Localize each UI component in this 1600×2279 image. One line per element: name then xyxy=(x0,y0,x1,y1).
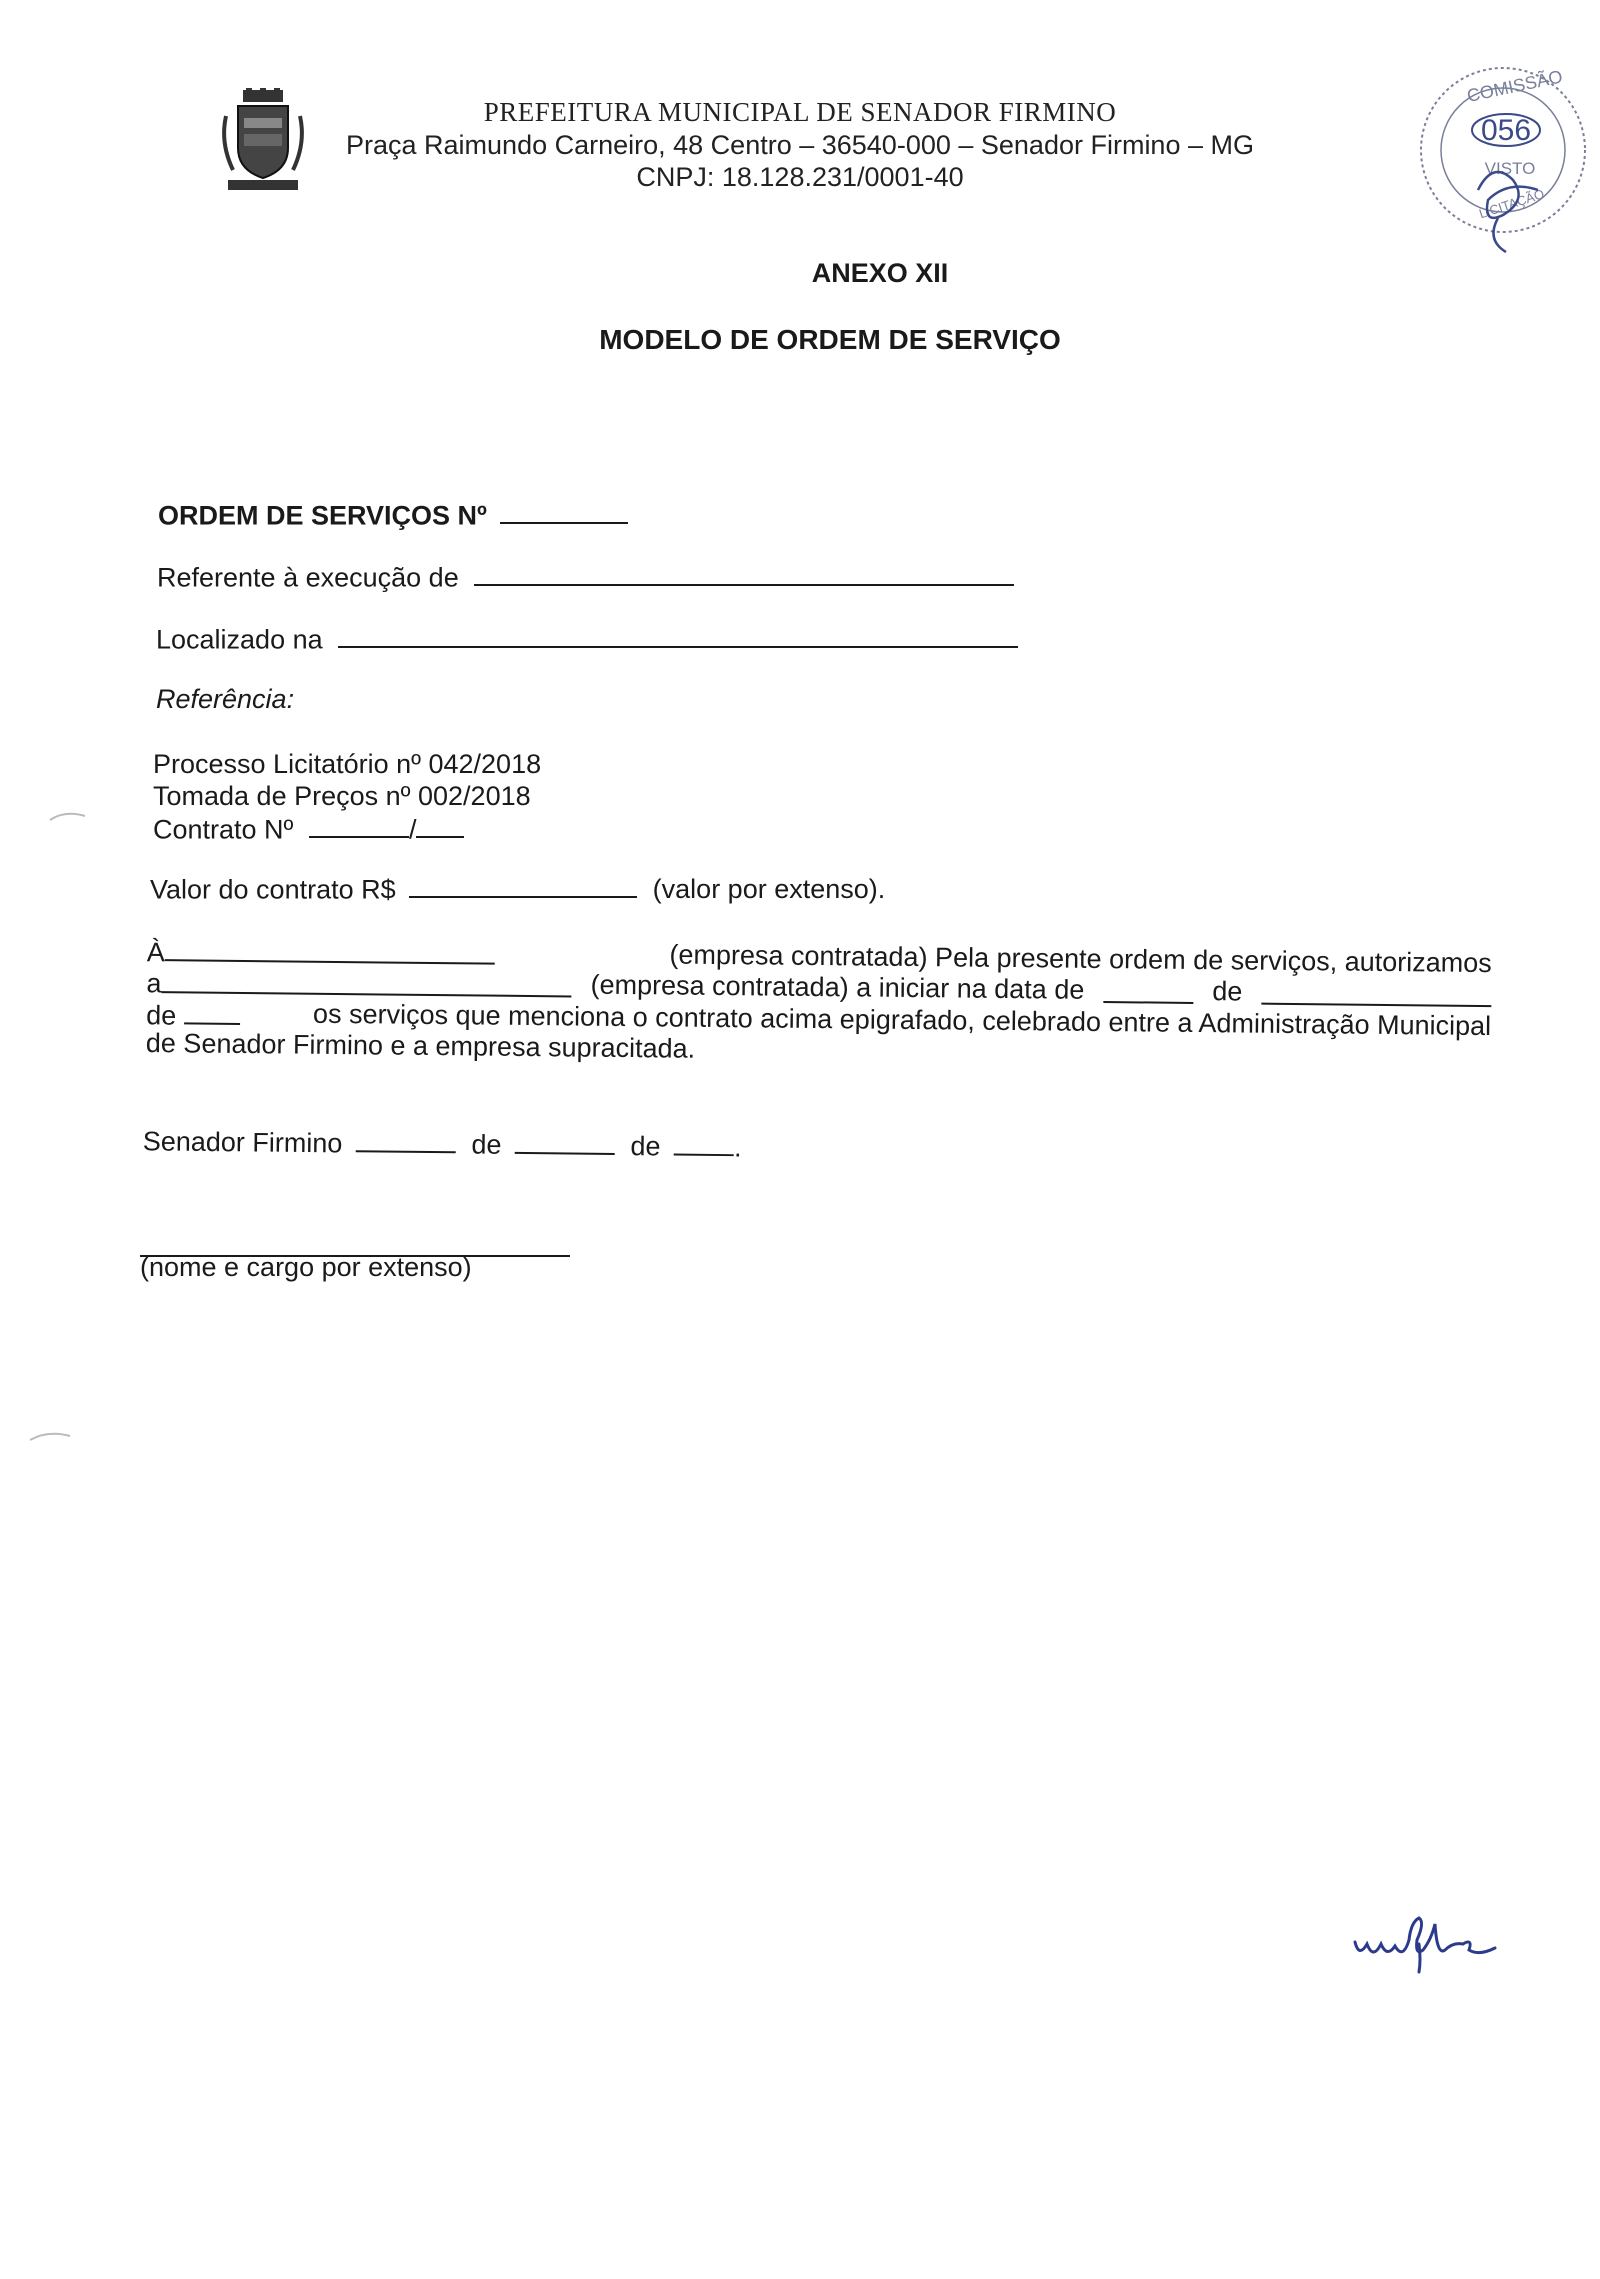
execution-reference-field[interactable] xyxy=(474,560,1014,586)
contract-year-field[interactable] xyxy=(416,812,464,838)
price-quote: Tomada de Preços nº 002/2018 xyxy=(153,781,531,811)
header-title: PREFEITURA MUNICIPAL DE SENADOR FIRMINO xyxy=(483,97,1117,127)
contract-number-line xyxy=(153,812,541,845)
de-text: de xyxy=(630,1131,661,1162)
contracted-company-field[interactable] xyxy=(161,966,571,997)
execution-reference-label: Referente à execução de xyxy=(157,562,459,593)
de-text: de xyxy=(471,1129,502,1161)
process-block xyxy=(153,748,541,845)
recipient-prefix: À xyxy=(146,937,165,968)
location-field[interactable] xyxy=(338,622,1018,648)
company-prefix: a xyxy=(146,968,162,999)
city-name: Senador Firmino xyxy=(142,1126,343,1159)
signature-label: (nome e cargo por extenso) xyxy=(140,1252,472,1282)
start-month-field[interactable] xyxy=(1261,978,1491,1007)
stamp-bottom-text: LICITAÇÃO xyxy=(1477,186,1547,222)
paragraph-row-4-text: de Senador Firmino e a empresa supracitada. xyxy=(145,1027,696,1064)
de-text: de xyxy=(146,999,177,1031)
date-year-field[interactable] xyxy=(674,1130,734,1157)
stamp-middle-text: VISTO xyxy=(1484,159,1536,178)
contract-number-field[interactable] xyxy=(309,812,409,838)
scan-mark xyxy=(30,808,90,824)
date-line xyxy=(143,1124,742,1164)
handwritten-initials xyxy=(1345,1900,1535,1980)
contract-value-words: (valor por extenso). xyxy=(652,874,886,905)
contract-value-field[interactable] xyxy=(409,872,637,898)
authorization-paragraph xyxy=(146,935,1492,1071)
recipient-company-field[interactable] xyxy=(165,935,495,965)
contract-separator: / xyxy=(408,814,417,845)
scan-mark xyxy=(30,1428,90,1444)
date-day-field[interactable] xyxy=(356,1126,456,1153)
header-cnpj: CNPJ: 18.128.231/0001-40 xyxy=(636,162,964,192)
start-day-field[interactable] xyxy=(1103,976,1193,1003)
annex-title: ANEXO XII xyxy=(811,258,949,288)
de-text: de xyxy=(1212,976,1243,1007)
bidding-process: Processo Licitatório nº 042/2018 xyxy=(153,749,542,779)
contract-value-label: Valor do contrato R$ xyxy=(150,874,396,905)
service-order-number-field[interactable] xyxy=(500,498,628,524)
service-order-number-line xyxy=(158,498,628,531)
paragraph-row-3-text: os serviços que menciona o contrato acima epigrafado, celebrado entre a Administração Municipal xyxy=(312,998,1492,1041)
date-month-field[interactable] xyxy=(515,1128,615,1155)
paragraph-row-2-text: (empresa contratada) a iniciar na data de xyxy=(590,969,1085,1006)
contract-value-line xyxy=(150,872,885,905)
contract-number-label: Contrato Nº xyxy=(153,814,294,845)
header-address: Praça Raimundo Carneiro, 48 Centro – 36540-000 – Senador Firmino – MG xyxy=(346,130,1254,160)
paragraph-row-1-text: (empresa contratada) Pela presente ordem de serviços, autorizamos xyxy=(669,939,1492,979)
date-period: . xyxy=(733,1132,742,1163)
location-label: Localizado na xyxy=(156,624,323,655)
location-line xyxy=(156,622,1018,655)
commission-stamp xyxy=(1398,40,1593,270)
execution-reference-line xyxy=(157,560,1014,593)
stamp-number: 056 xyxy=(1480,114,1532,147)
reference-heading: Referência: xyxy=(156,684,295,714)
stamp-top-text: COMISSÃO xyxy=(1465,66,1565,106)
document-title: MODELO DE ORDEM DE SERVIÇO xyxy=(599,324,1061,355)
start-year-field[interactable] xyxy=(184,998,240,1025)
service-order-label: ORDEM DE SERVIÇOS Nº xyxy=(158,500,487,531)
